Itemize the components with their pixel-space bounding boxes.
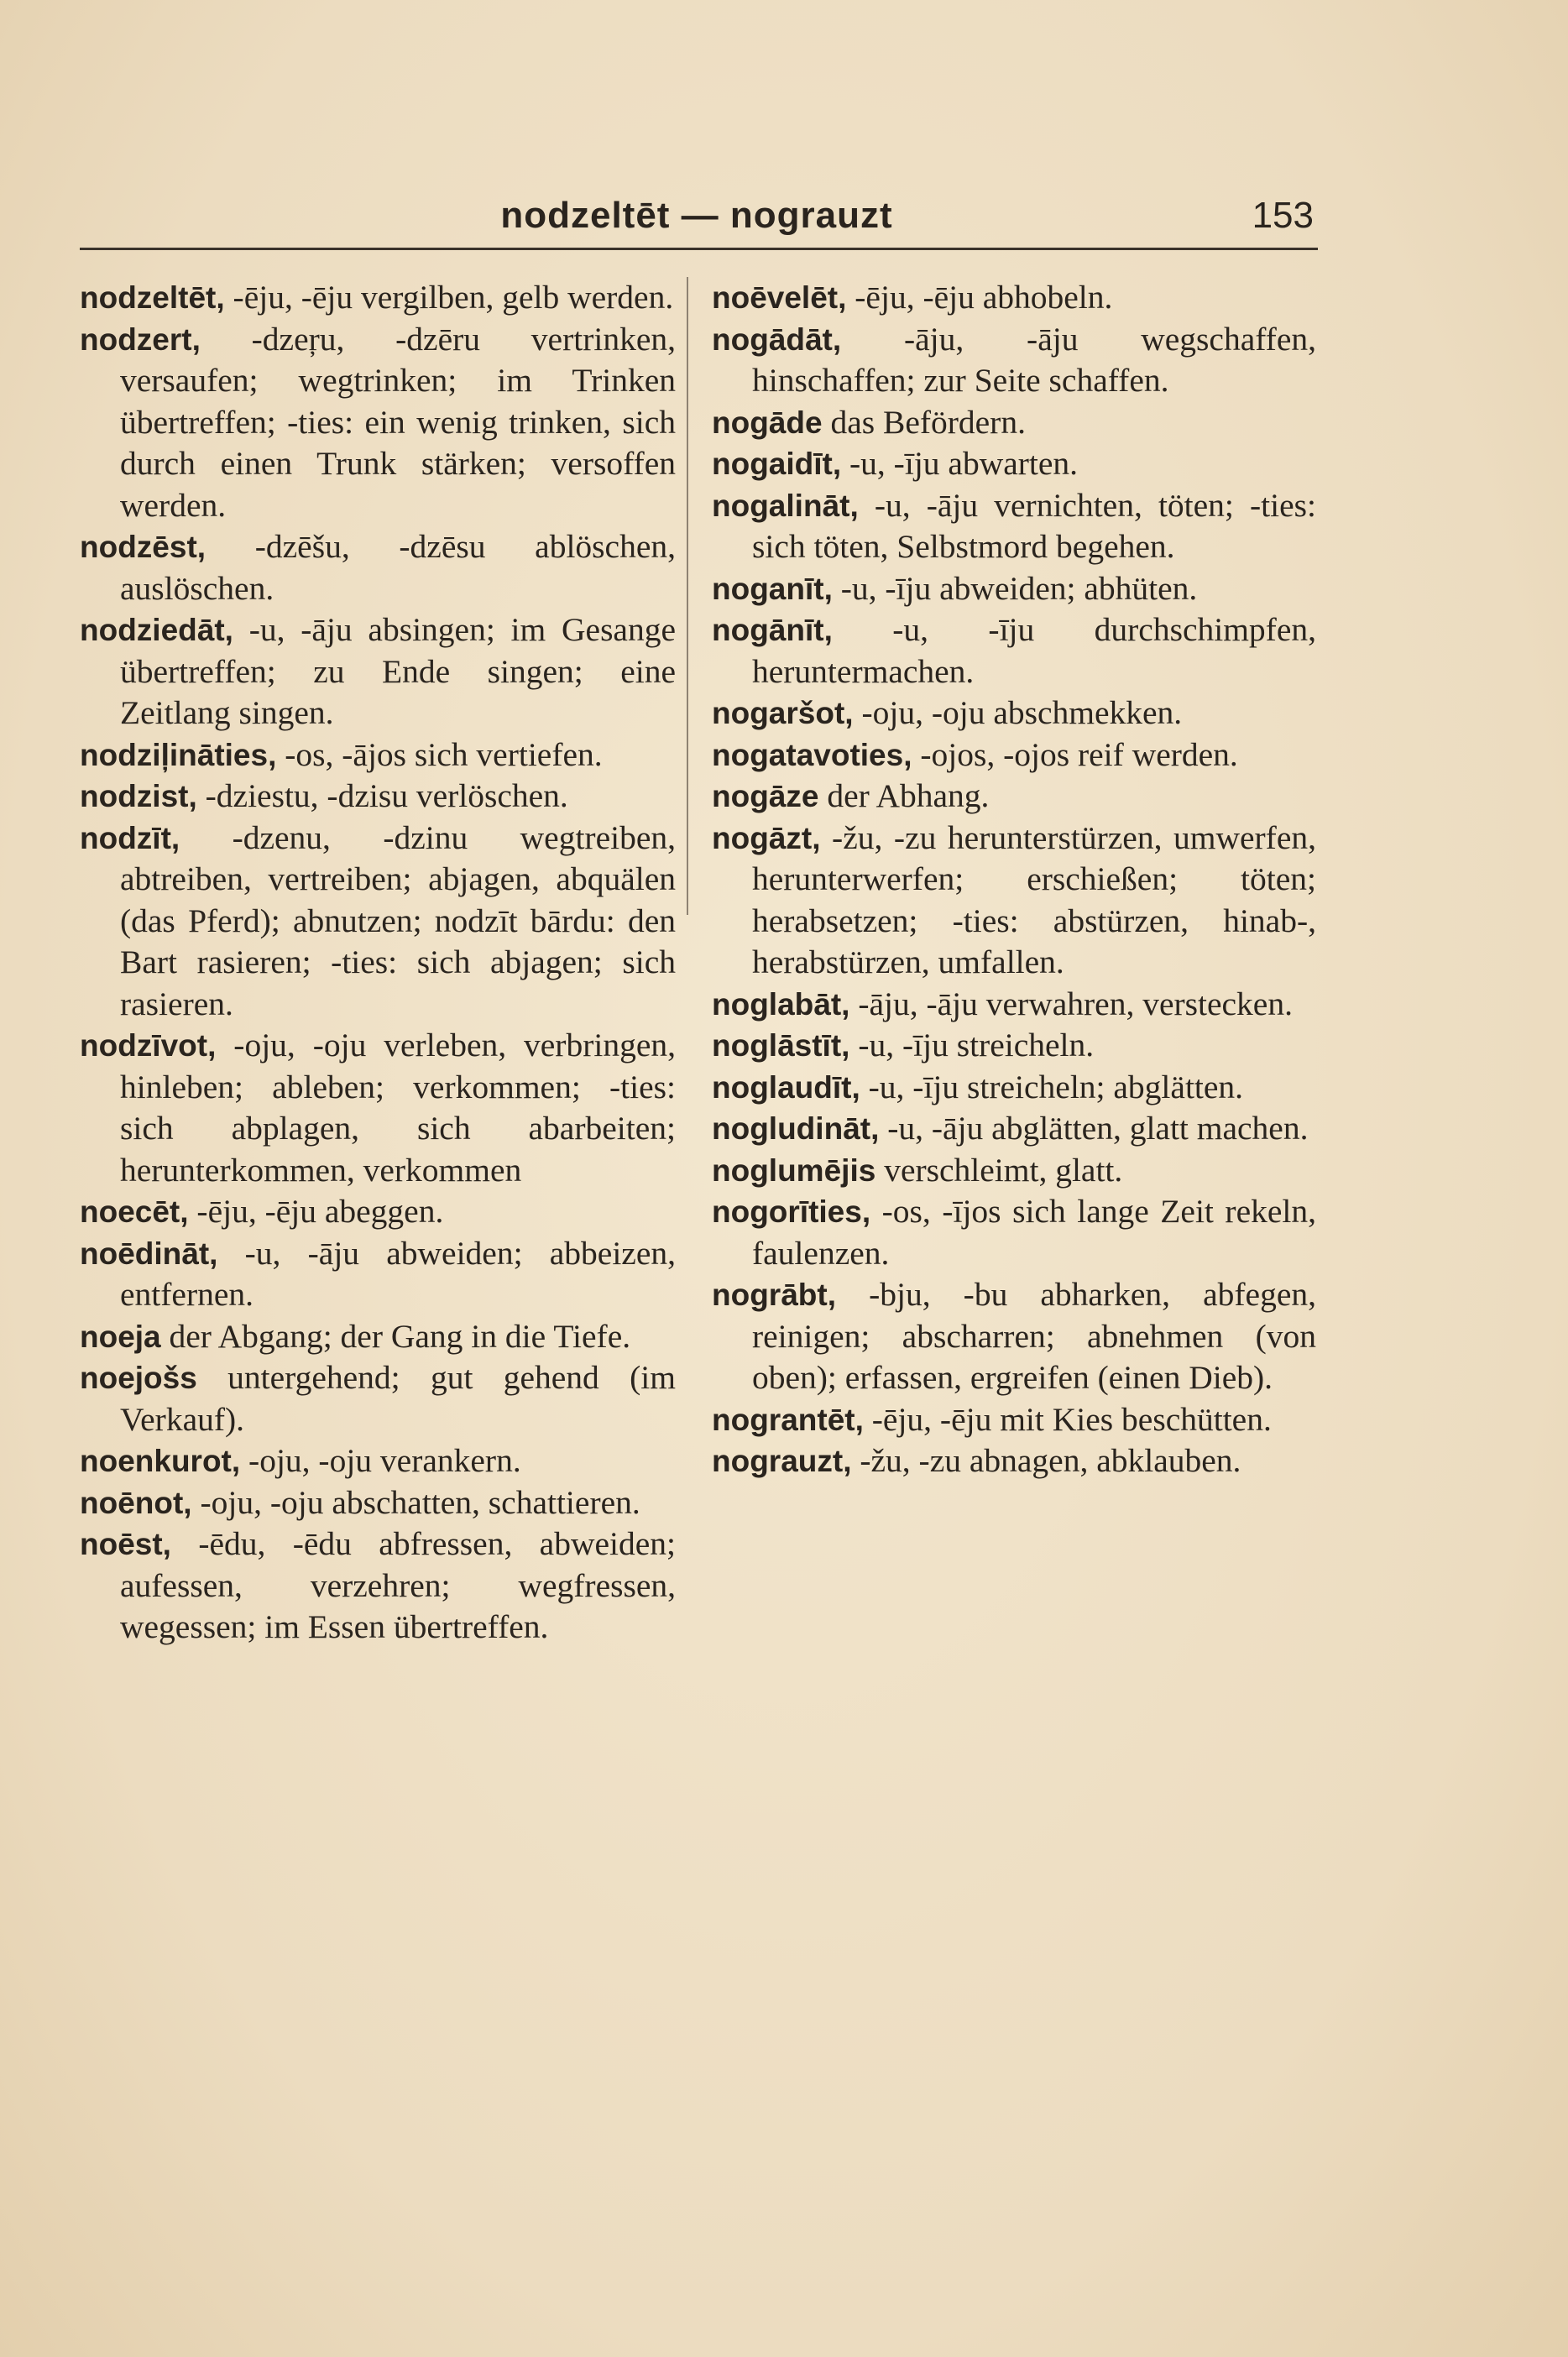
- entry-headword: nogāzt,: [712, 820, 821, 855]
- dictionary-entry: [712, 443, 1316, 485]
- entry-definition: -ēju, -ēju mit Kies beschütten.: [863, 1400, 1272, 1438]
- entry-definition: -dziestu, -dzisu verlöschen.: [196, 777, 568, 814]
- entry-headword: noenkurot,: [80, 1444, 241, 1478]
- dictionary-entry: [712, 1150, 1316, 1192]
- entry-definition: -u, -īju abweiden; abhüten.: [832, 569, 1198, 607]
- entry-headword: noēvelēt,: [712, 280, 847, 315]
- entry-definition: -dzēšu, -dzēsu ablöschen, auslöschen.: [120, 528, 676, 607]
- dictionary-entry: [712, 402, 1316, 444]
- entry-headword: noēst,: [80, 1527, 171, 1561]
- entry-definition: das Befördern.: [822, 403, 1026, 441]
- entry-headword: nodzert,: [80, 321, 201, 357]
- dictionary-entry: [712, 277, 1316, 319]
- page-number: 153: [1252, 195, 1314, 236]
- entry-headword: noēnot,: [80, 1485, 192, 1520]
- entry-headword: nogaidīt,: [712, 447, 842, 481]
- entry-definition: -dzenu, -dzinu wegtreiben, abtreiben, vertreiben; abjagen, abquälen (das Pferd); abnutzen; nodzīt bārdu: den Bart rasieren; -ties: sich abjagen; sich rasieren.: [120, 818, 676, 1022]
- entry-definition: -āju, -āju wegschaffen, hinschaffen; zur Seite schaffen.: [752, 320, 1316, 399]
- dictionary-entry: [712, 1067, 1316, 1109]
- entry-headword: nogalināt,: [712, 488, 859, 523]
- entry-definition: -bju, -bu abharken, abfegen, reinigen; abscharren; abnehmen (von oben); erfassen, ergreifen (einen Dieb).: [752, 1276, 1316, 1396]
- entry-definition: -žu, -zu abnagen, abklauben.: [851, 1442, 1241, 1479]
- entry-headword: nogaršot,: [712, 696, 854, 730]
- header-rule: [80, 248, 1318, 250]
- entry-definition: -ēju, -ēju vergilben, gelb werden.: [224, 279, 674, 316]
- dictionary-entry: [712, 609, 1316, 692]
- entry-definition: -os, -ājos sich vertiefen.: [276, 735, 603, 773]
- entry-headword: noglumējis: [712, 1152, 876, 1188]
- dictionary-entry: [80, 1440, 676, 1482]
- dictionary-entry: [80, 609, 676, 734]
- entry-definition: der Abhang.: [818, 777, 990, 814]
- entry-definition: -u, -āju abweiden; abbeizen, entfernen.: [120, 1234, 676, 1313]
- entry-definition: -os, -ījos sich lange Zeit rekeln, faulenzen.: [752, 1193, 1316, 1272]
- dictionary-entry: [80, 776, 676, 818]
- entry-definition: -oju, -oju abschmekken.: [853, 694, 1183, 731]
- entry-headword: nogrābt,: [712, 1278, 836, 1312]
- entry-headword: nodzeltēt,: [80, 280, 225, 315]
- dictionary-entry: [712, 1191, 1316, 1274]
- entry-headword: noglabāt,: [712, 986, 850, 1022]
- dictionary-entry: [80, 1191, 676, 1233]
- dictionary-entry: [80, 818, 676, 1026]
- column-divider: [687, 277, 688, 915]
- dictionary-entry: [80, 1025, 676, 1191]
- entry-definition: der Abgang; der Gang in die Tiefe.: [160, 1317, 631, 1355]
- entry-definition: -oju, -oju verleben, verbringen, hinleben; ableben; verkommen; -ties: sich abplagen, sich abarbeiten; herunterkommen, verkommen: [120, 1027, 676, 1189]
- entry-headword: nodziedāt,: [80, 613, 233, 647]
- dictionary-entry: [80, 277, 676, 319]
- entry-headword: noeja: [80, 1319, 161, 1354]
- dictionary-entry: [80, 526, 676, 609]
- entry-definition: -u, -āju vernichten, töten; -ties: sich töten, Selbstmord begehen.: [752, 486, 1316, 565]
- entry-headword: nogāde: [712, 405, 823, 440]
- entry-headword: nogludināt,: [712, 1111, 880, 1146]
- dictionary-entry: [80, 319, 676, 527]
- entry-definition: -ojos, -ojos reif werden.: [912, 735, 1238, 773]
- entry-definition: -u, -īju streicheln.: [849, 1027, 1095, 1064]
- dictionary-entry: [80, 1482, 676, 1524]
- entry-definition: -ēju, -ēju abeggen.: [188, 1193, 444, 1230]
- dictionary-entry: [712, 984, 1316, 1026]
- entry-definition: -ēdu, -ēdu abfressen, abweiden; aufessen, verzehren; wegfressen, wegessen; im Essen übertreffen.: [120, 1525, 676, 1645]
- entry-headword: nograntēt,: [712, 1402, 864, 1437]
- dictionary-entry: [712, 692, 1316, 734]
- dictionary-entry: [80, 734, 676, 776]
- entry-definition: -u, -āju absingen; im Gesange übertreffen; zu Ende singen; eine Zeitlang singen.: [120, 611, 676, 731]
- entry-definition: untergehend; gut gehend (im Verkauf).: [120, 1359, 676, 1438]
- entry-headword: nogādāt,: [712, 321, 842, 357]
- entry-headword: nodzist,: [80, 779, 197, 813]
- entry-headword: nogānīt,: [712, 613, 833, 647]
- dictionary-entry: [712, 776, 1316, 818]
- dictionary-entry: [712, 568, 1316, 610]
- entry-headword: nodziļināties,: [80, 737, 277, 772]
- entry-definition: -u, -āju abglätten, glatt machen.: [879, 1110, 1309, 1147]
- entry-headword: nograuzt,: [712, 1444, 852, 1478]
- entry-headword: nodzīt,: [80, 820, 180, 855]
- entry-headword: nodzīvot,: [80, 1028, 217, 1063]
- dictionary-entry: [712, 1108, 1316, 1150]
- entry-headword: noēdināt,: [80, 1236, 218, 1271]
- dictionary-entry: [712, 818, 1316, 984]
- entry-definition: -oju, -oju verankern.: [240, 1442, 521, 1479]
- entry-headword: noglāstīt,: [712, 1028, 850, 1063]
- left-column: [80, 277, 676, 1649]
- entry-headword: nogorīties,: [712, 1194, 871, 1229]
- entry-definition: -u, -īju durchschimpfen, heruntermachen.: [752, 611, 1316, 690]
- dictionary-entry: [80, 1316, 676, 1358]
- entry-definition: -žu, -zu herunterstürzen, umwerfen, herunterwerfen; erschießen; töten; herabsetzen; -ties: abstürzen, hinab-, herabstürzen, umfallen.: [752, 818, 1316, 980]
- entry-definition: -dzeŗu, -dzēru vertrinken, versaufen; wegtrinken; im Trinken übertreffen; -ties: ein wenig trinken, sich durch einen Trunk stärken; versoffen werden.: [120, 320, 676, 524]
- entry-definition: verschleimt, glatt.: [875, 1151, 1123, 1189]
- entry-definition: -oju, -oju abschatten, schattieren.: [191, 1483, 640, 1521]
- entry-definition: -āju, -āju verwahren, verstecken.: [849, 985, 1293, 1022]
- header-title: nodzeltēt — nograuzt: [500, 195, 893, 236]
- dictionary-entry: [80, 1523, 676, 1649]
- right-column: [712, 277, 1316, 1482]
- entry-headword: noecēt,: [80, 1194, 189, 1229]
- entry-definition: -u, -īju abwarten.: [841, 445, 1079, 482]
- entry-headword: nogāze: [712, 779, 819, 813]
- dictionary-entry: [80, 1233, 676, 1316]
- running-header: [80, 195, 1314, 245]
- dictionary-entry: [712, 1399, 1316, 1441]
- entry-definition: -u, -īju streicheln; abglätten.: [860, 1068, 1244, 1105]
- dictionary-entry: [712, 319, 1316, 402]
- dictionary-entry: [712, 1274, 1316, 1399]
- entry-headword: nogatavoties,: [712, 737, 912, 772]
- entry-headword: noglaudīt,: [712, 1069, 860, 1105]
- dictionary-entry: [712, 1440, 1316, 1482]
- entry-headword: noganīt,: [712, 571, 833, 606]
- dictionary-entry: [712, 734, 1316, 776]
- dictionary-entry: [712, 1025, 1316, 1067]
- entry-definition: -ēju, -ēju abhobeln.: [846, 279, 1113, 316]
- entry-headword: noejošs: [80, 1361, 197, 1395]
- dictionary-entry: [712, 485, 1316, 568]
- entry-headword: nodzēst,: [80, 530, 206, 564]
- dictionary-entry: [80, 1357, 676, 1440]
